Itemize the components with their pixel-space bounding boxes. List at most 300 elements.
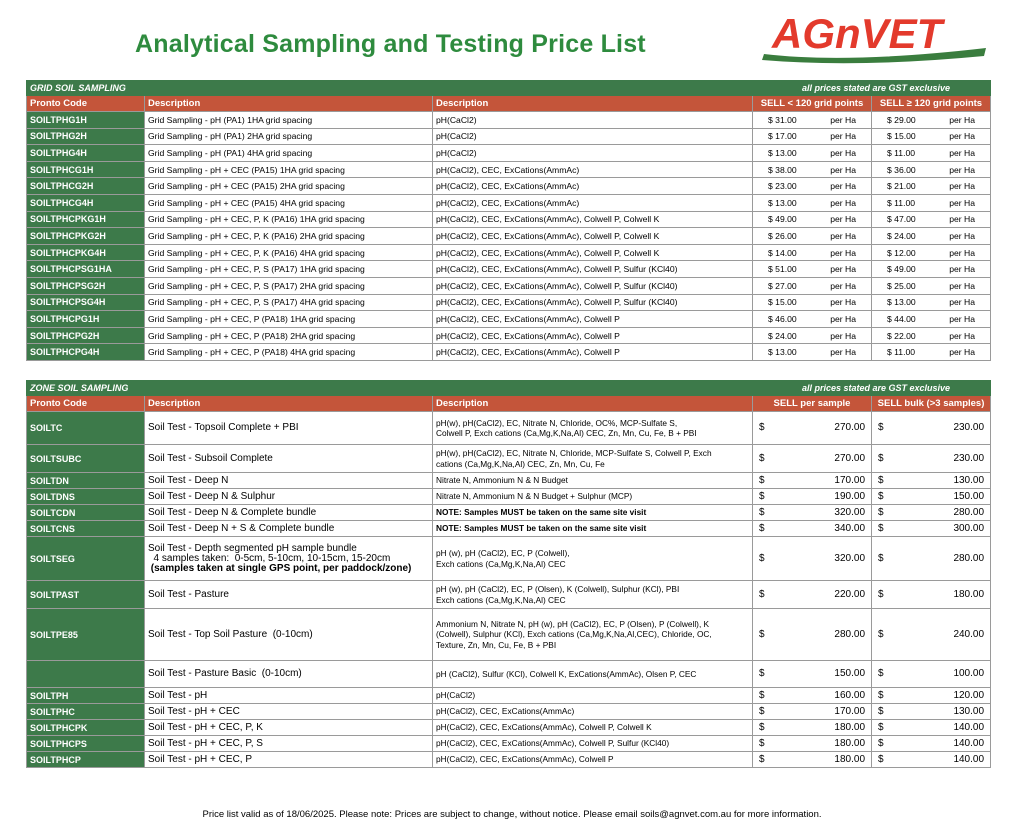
price-unit: per Ha [830,280,856,291]
price-unit: per Ha [949,330,976,341]
table-row [27,145,991,162]
row-detail: pH(CaCl2), CEC, ExCations(AmmAc), Colwell P [433,311,753,328]
price-cell [875,165,987,175]
currency-symbol: $ [878,522,884,534]
price-value: $ 38.00 [768,164,797,175]
description-line: Soil Test - Pasture [148,588,229,600]
price-cell [875,248,987,258]
price-value: $ 46.00 [768,313,797,324]
price-value: $ 25.00 [887,280,916,291]
price-unit: per Ha [830,347,856,358]
price-cell [875,508,987,518]
description-line: Soil Test - Depth segmented pH sample bundle [148,542,357,554]
row-detail [433,581,753,609]
price-value: $ 11.00 [887,147,916,158]
price-value: $ 11.00 [887,347,916,358]
price-cell [756,454,868,464]
currency-symbol: $ [759,522,765,534]
table-row [27,327,991,344]
price-cell [875,590,987,600]
currency-symbol: $ [759,705,765,717]
zone-header-bulk: SELL bulk (>3 samples) [872,396,991,412]
price-value: $ 23.00 [768,181,797,192]
table-row [27,704,991,720]
price-ge-120 [872,244,991,261]
currency-symbol: $ [878,552,884,564]
currency-symbol: $ [878,721,884,733]
price-unit: per Ha [830,247,856,258]
price-value: $ 22.00 [887,330,916,341]
price-cell [756,739,868,749]
price-value: 340.00 [834,522,866,534]
price-value: $ 36.00 [887,164,916,175]
table-row [27,688,991,704]
price-ge-120 [872,261,991,278]
zone-section-title: ZONE SOIL SAMPLING [27,381,753,396]
price-lt-120 [753,277,872,294]
price-bulk [872,661,991,688]
description-line: Soil Test - Subsoil Complete [148,452,273,464]
price-value: $ 13.00 [768,197,797,208]
row-detail [433,412,753,445]
price-lt-120 [753,161,872,178]
currency-symbol: $ [878,753,884,765]
row-description: Grid Sampling - pH (PA1) 4HA grid spacing [145,145,433,162]
currency-symbol: $ [759,474,765,486]
price-cell [875,264,987,274]
row-detail [433,720,753,736]
grid-header-sell-lt: SELL < 120 grid points [753,96,872,112]
price-bulk [872,736,991,752]
currency-symbol: $ [878,452,884,464]
pronto-code [27,661,145,688]
price-cell [756,524,868,534]
pronto-code: SOILTPHCG1H [27,161,145,178]
price-value: 280.00 [953,506,985,518]
row-description [145,609,433,661]
description-line: (samples taken at single GPS point, per paddock/zone) [148,562,412,574]
price-unit: per Ha [949,147,976,158]
price-per-sample [753,736,872,752]
description-line: Soil Test - pH + CEC, P [148,753,253,765]
price-cell [875,331,987,341]
price-value: 300.00 [953,522,985,534]
row-detail [433,704,753,720]
price-value: 270.00 [834,452,866,464]
price-cell [756,165,868,175]
price-cell [875,630,987,640]
currency-symbol: $ [759,422,765,433]
currency-symbol: $ [878,588,884,600]
price-value: $ 13.00 [768,147,797,158]
row-detail [433,537,753,581]
row-detail: pH(CaCl2) [433,145,753,162]
price-cell [875,669,987,679]
price-unit: per Ha [949,131,976,142]
description-line: Soil Test - Top Soil Pasture (0-10cm) [148,628,313,640]
price-unit: per Ha [830,214,856,225]
zone-header-sell: SELL per sample [753,396,872,412]
price-bulk [872,521,991,537]
price-value: $ 51.00 [768,264,797,275]
row-detail [433,489,753,505]
price-unit: per Ha [949,181,976,192]
table-row [27,211,991,228]
price-cell [756,590,868,600]
pronto-code: SOILTDN [27,473,145,489]
zone-header-detail: Description [433,396,753,412]
price-cell [875,314,987,324]
grid-section-title: GRID SOIL SAMPLING [27,81,753,96]
currency-symbol: $ [878,689,884,701]
zone-header-code: Pronto Code [27,396,145,412]
currency-symbol: $ [878,490,884,502]
table-row [27,178,991,195]
price-bulk [872,688,991,704]
price-value: 270.00 [834,422,866,433]
row-description: Grid Sampling - pH + CEC, P, S (PA17) 1HA grid spacing [145,261,433,278]
agnvet-logo [758,8,990,66]
detail-line: Colwell P, Exch cations (Ca,Mg,K,Na,Al) CEC, Zn, Mn, Cu, Fe, B + PBI [436,428,697,438]
price-unit: per Ha [830,131,856,142]
row-detail [433,661,753,688]
row-detail [433,521,753,537]
price-lt-120 [753,194,872,211]
agnvet-logo-graphic [758,8,990,66]
detail-line: pH(CaCl2), CEC, ExCations(AmmAc), Colwell P, Colwell K [436,722,652,733]
table-row [27,736,991,752]
currency-symbol: $ [759,588,765,600]
price-cell [756,669,868,679]
price-value: $ 15.00 [768,297,797,308]
pronto-code: SOILTPHCPS [27,736,145,752]
price-unit: per Ha [830,114,856,125]
currency-symbol: $ [878,705,884,717]
price-cell [756,264,868,274]
price-value: 280.00 [834,628,866,640]
price-unit: per Ha [949,280,976,291]
price-ge-120 [872,112,991,129]
price-unit: per Ha [830,264,856,275]
description-line: Soil Test - pH [148,689,208,701]
price-per-sample [753,661,872,688]
price-unit: per Ha [830,230,856,241]
price-value: 120.00 [953,689,985,701]
price-value: 320.00 [834,506,866,518]
pronto-code: SOILTCNS [27,521,145,537]
price-ge-120 [872,327,991,344]
price-bulk [872,720,991,736]
row-description: Grid Sampling - pH + CEC, P (PA18) 2HA grid spacing [145,327,433,344]
price-cell [756,707,868,717]
row-description: Grid Sampling - pH + CEC, P (PA18) 1HA grid spacing [145,311,433,328]
pronto-code: SOILTPHG1H [27,112,145,129]
price-per-sample [753,505,872,521]
currency-symbol: $ [759,628,765,640]
pronto-code: SOILTPHCPSG1HA [27,261,145,278]
row-description: Grid Sampling - pH + CEC, P, S (PA17) 4HA grid spacing [145,294,433,311]
price-cell [875,297,987,307]
detail-line: Nitrate N, Ammonium N & N Budget [436,475,568,486]
price-bulk [872,581,991,609]
pronto-code: SOILTPAST [27,581,145,609]
pronto-code: SOILTC [27,412,145,445]
description-line: 4 samples taken: 0-5cm, 5-10cm, 10-15cm, 15-20cm [148,552,391,564]
price-bulk [872,537,991,581]
price-per-sample [753,489,872,505]
price-value: 170.00 [834,474,866,486]
table-row [27,473,991,489]
pronto-code: SOILTPHCP [27,752,145,768]
price-cell [875,739,987,749]
price-per-sample [753,581,872,609]
row-description [145,412,433,445]
table-row [27,720,991,736]
price-unit: per Ha [830,297,856,308]
price-cell [875,214,987,224]
pronto-code: SOILTPHCPKG1H [27,211,145,228]
row-detail: pH(CaCl2), CEC, ExCations(AmmAc) [433,194,753,211]
row-description: Grid Sampling - pH + CEC, P, S (PA17) 2HA grid spacing [145,277,433,294]
currency-symbol: $ [759,737,765,749]
row-description: Grid Sampling - pH + CEC, P (PA18) 4HA grid spacing [145,344,433,361]
price-cell [756,248,868,258]
table-row [27,112,991,129]
description-line: Soil Test - pH + CEC, P, S [148,737,263,749]
price-lt-120 [753,128,872,145]
price-cell [756,331,868,341]
price-lt-120 [753,112,872,129]
pronto-code: SOILTPHCPSG2H [27,277,145,294]
price-unit: per Ha [949,230,976,241]
price-cell [756,198,868,208]
price-lt-120 [753,311,872,328]
detail-line: pH(CaCl2) [436,690,476,701]
row-description [145,720,433,736]
pronto-code: SOILTPH [27,688,145,704]
row-description [145,581,433,609]
price-ge-120 [872,161,991,178]
price-cell [756,297,868,307]
price-unit: per Ha [949,114,976,125]
currency-symbol: $ [878,422,884,433]
price-cell [875,454,987,464]
table-row [27,445,991,473]
price-bulk [872,752,991,768]
row-detail: pH(CaCl2), CEC, ExCations(AmmAc), Colwell P, Colwell K [433,211,753,228]
row-detail: pH(CaCl2), CEC, ExCations(AmmAc), Colwell P, Colwell K [433,228,753,245]
row-description [145,445,433,473]
price-cell [875,755,987,765]
detail-line: Ammonium N, Nitrate N, pH (w), pH (CaCl2), EC, P (Olsen), P (Colwell), K [436,619,710,630]
row-detail: pH(CaCl2) [433,128,753,145]
price-cell [875,148,987,158]
price-cell [756,492,868,502]
logo-text: AGnVET [772,10,943,57]
description-line: Soil Test - Deep N & Complete bundle [148,506,317,518]
description-line: Soil Test - Pasture Basic (0-10cm) [148,668,302,679]
price-cell [756,755,868,765]
table-row [27,261,991,278]
price-value: 230.00 [953,452,985,464]
description-line: Soil Test - pH + CEC [148,705,240,717]
detail-line: pH(CaCl2), CEC, ExCations(AmmAc), Colwell P [436,754,614,765]
price-cell [875,347,987,357]
price-value: 140.00 [953,753,985,765]
zone-header-description: Description [145,396,433,412]
price-ge-120 [872,128,991,145]
currency-symbol: $ [759,689,765,701]
table-row [27,228,991,245]
table-row [27,277,991,294]
price-ge-120 [872,311,991,328]
currency-symbol: $ [759,552,765,564]
price-value: $ 11.00 [887,197,916,208]
price-unit: per Ha [949,347,976,358]
price-cell [756,115,868,125]
currency-symbol: $ [878,474,884,486]
price-cell [756,314,868,324]
pronto-code: SOILTSEG [27,537,145,581]
detail-line: pH(w), pH(CaCl2), EC, Nitrate N, Chloride, MCP-Sulfate S, Colwell P, Exch [436,448,712,459]
price-bulk [872,704,991,720]
price-value: 320.00 [834,552,866,564]
price-unit: per Ha [830,313,856,324]
currency-symbol: $ [759,668,765,679]
price-cell [756,554,868,564]
price-value: 130.00 [953,474,985,486]
pronto-code: SOILTSUBC [27,445,145,473]
price-bulk [872,445,991,473]
currency-symbol: $ [878,628,884,640]
price-value: 160.00 [834,689,866,701]
detail-line: Exch cations (Ca,Mg,K,Na,Al) CEC [436,558,566,569]
price-cell [756,691,868,701]
row-description: Grid Sampling - pH + CEC, P, K (PA16) 4HA grid spacing [145,244,433,261]
price-cell [875,423,987,433]
price-cell [756,476,868,486]
description-line: Soil Test - pH + CEC, P, K [148,721,263,733]
row-detail [433,752,753,768]
table-row [27,128,991,145]
pronto-code: SOILTPHCPKG2H [27,228,145,245]
price-ge-120 [872,294,991,311]
price-bulk [872,473,991,489]
price-lt-120 [753,244,872,261]
price-ge-120 [872,194,991,211]
price-lt-120 [753,261,872,278]
table-row [27,609,991,661]
pronto-code: SOILTDNS [27,489,145,505]
price-lt-120 [753,344,872,361]
table-row [27,194,991,211]
price-value: $ 15.00 [887,131,916,142]
table-row [27,505,991,521]
table-row [27,344,991,361]
price-unit: per Ha [949,247,976,258]
price-unit: per Ha [830,330,856,341]
pronto-code: SOILTCDN [27,505,145,521]
pronto-code: SOILTPHCPG2H [27,327,145,344]
pronto-code: SOILTPHCPK [27,720,145,736]
price-lt-120 [753,145,872,162]
row-detail: pH(CaCl2), CEC, ExCations(AmmAc), Colwell P, Colwell K [433,244,753,261]
price-ge-120 [872,178,991,195]
price-cell [875,181,987,191]
price-per-sample [753,521,872,537]
price-cell [875,691,987,701]
price-cell [756,148,868,158]
detail-line: (Colwell), Sulphur (KCl), Exch cations (Ca,Mg,K,Na,Al,CEC), Chloride, OC, [436,629,712,640]
price-cell [756,347,868,357]
pronto-code: SOILTPHCPSG4H [27,294,145,311]
price-value: $ 12.00 [887,247,916,258]
detail-line: cations (Ca,Mg,K,Na,Al) CEC, Zn, Mn, Cu, Fe [436,458,605,469]
row-description: Grid Sampling - pH + CEC (PA15) 4HA grid spacing [145,194,433,211]
row-description [145,473,433,489]
description-line: Soil Test - Deep N + S & Complete bundle [148,522,335,534]
price-value: $ 13.00 [887,297,916,308]
currency-symbol: $ [878,668,884,679]
price-value: $ 44.00 [887,313,916,324]
price-cell [756,181,868,191]
row-description: Grid Sampling - pH + CEC, P, K (PA16) 2HA grid spacing [145,228,433,245]
price-cell [875,198,987,208]
grid-header-description: Description [145,96,433,112]
table-row [27,412,991,445]
price-value: $ 17.00 [768,131,797,142]
row-detail [433,609,753,661]
price-cell [875,554,987,564]
detail-line: NOTE: Samples MUST be taken on the same site visit [436,507,647,518]
pronto-code: SOILTPHCG4H [27,194,145,211]
pronto-code: SOILTPE85 [27,609,145,661]
footer-note: Price list valid as of 18/06/2025. Please note: Prices are subject to change, without notice. Please email soils@agnvet.com.au for more information. [202,809,822,820]
price-unit: per Ha [830,164,856,175]
detail-line: pH (CaCl2), Sulfur (KCl), Colwell K, ExCations(AmmAc), Olsen P, CEC [436,668,697,679]
currency-symbol: $ [759,490,765,502]
price-per-sample [753,688,872,704]
row-description: Grid Sampling - pH + CEC, P, K (PA16) 1HA grid spacing [145,211,433,228]
price-cell [756,231,868,241]
price-value: 180.00 [953,588,985,600]
price-unit: per Ha [949,164,976,175]
table-row [27,661,991,688]
price-cell [875,115,987,125]
row-description: Grid Sampling - pH (PA1) 2HA grid spacing [145,128,433,145]
row-detail: pH(CaCl2), CEC, ExCations(AmmAc) [433,161,753,178]
price-value: 240.00 [953,628,985,640]
price-cell [756,281,868,291]
row-detail [433,473,753,489]
price-unit: per Ha [830,147,856,158]
row-detail [433,505,753,521]
price-lt-120 [753,294,872,311]
price-cell [756,423,868,433]
currency-symbol: $ [759,452,765,464]
price-value: 140.00 [953,721,985,733]
pronto-code: SOILTPHG4H [27,145,145,162]
row-detail: pH(CaCl2), CEC, ExCations(AmmAc), Colwell P, Sulfur (KCl40) [433,294,753,311]
price-per-sample [753,752,872,768]
price-value: 100.00 [953,668,985,679]
price-value: 280.00 [953,552,985,564]
row-detail: pH(CaCl2), CEC, ExCations(AmmAc), Colwell P [433,327,753,344]
detail-line: Texture, Zn, Mn, Cu, Fe, B + PBI [436,639,557,650]
grid-gst-note: all prices stated are GST exclusive [753,81,991,96]
row-description [145,704,433,720]
table-row [27,489,991,505]
